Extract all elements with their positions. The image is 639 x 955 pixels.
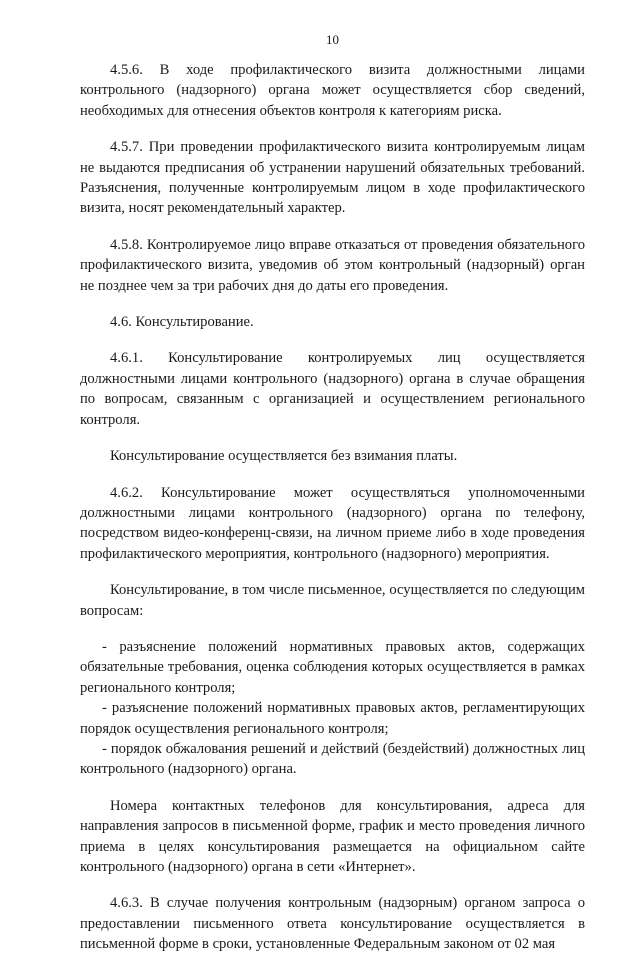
paragraph-contact-phones: Номера контактных телефонов для консультирования, адреса для направления запросов в письменной форме, график и место проведения личного приема в целях консультирования размещается на официальном сайте контрольного (надзорного) органа в сети «Интернет». — [80, 797, 585, 875]
page-number: 10 — [326, 32, 339, 47]
paragraph-4-6-2: 4.6.2. Консультирование может осуществляться уполномоченными должностными лицами контрольного (надзорного) органа по телефону, посредством видео-конференц-связи, на личном приеме либо в ходе проведения профилактического мероприятия, контрольного (надзорного) мероприятия. — [80, 484, 585, 562]
list-item: - разъяснение положений нормативных правовых актов, регламентирующих порядок осуществления регионального контроля; — [80, 700, 585, 737]
paragraph-4-5-6: 4.5.6. В ходе профилактического визита должностными лицами контрольного (надзорного) органа может осуществляется сбор сведений, необходимых для отнесения объектов контроля к категориям риска. — [80, 62, 585, 119]
topics-list — [80, 637, 585, 780]
document-page — [80, 32, 585, 955]
paragraph-free-of-charge: Консультирование осуществляется без взимания платы. — [110, 448, 458, 465]
paragraph-4-6-1: 4.6.1. Консультирование контролируемых лиц осуществляется должностными лицами контрольного (надзорного) органа в случае обращения по вопросам, связанным с организацией и осуществлением регионального контроля. — [80, 350, 585, 428]
section-heading-4-6: 4.6. Консультирование. — [110, 314, 254, 331]
paragraph-topics-intro: Консультирование, в том числе письменное, осуществляется по следующим вопросам: — [80, 582, 585, 619]
paragraph-4-6-3: 4.6.3. В случае получения контрольным (надзорным) органом запроса о предоставлении письменного ответа консультирование осуществляется в письменной форме в сроки, установленные Федеральным законом от 02 мая — [80, 895, 585, 953]
list-item: - порядок обжалования решений и действий (бездействий) должностных лиц контрольного (надзорного) органа. — [80, 740, 585, 778]
paragraph-4-5-7: 4.5.7. При проведении профилактического визита контролируемым лицам не выдаются предписания об устранении нарушений обязательных требований. Разъяснения, полученные контролируемым лицом в ходе профилактического визита, носят рекомендательный характер. — [80, 139, 585, 217]
list-item: - разъяснение положений нормативных правовых актов, содержащих обязательные требования, оценка соблюдения которых осуществляется в рамках регионального контроля; — [80, 638, 585, 696]
paragraph-4-5-8: 4.5.8. Контролируемое лицо вправе отказаться от проведения обязательного профилактического визита, уведомив об этом контрольный (надзорный) орган не позднее чем за три рабочих дня до даты его проведения. — [80, 236, 585, 294]
